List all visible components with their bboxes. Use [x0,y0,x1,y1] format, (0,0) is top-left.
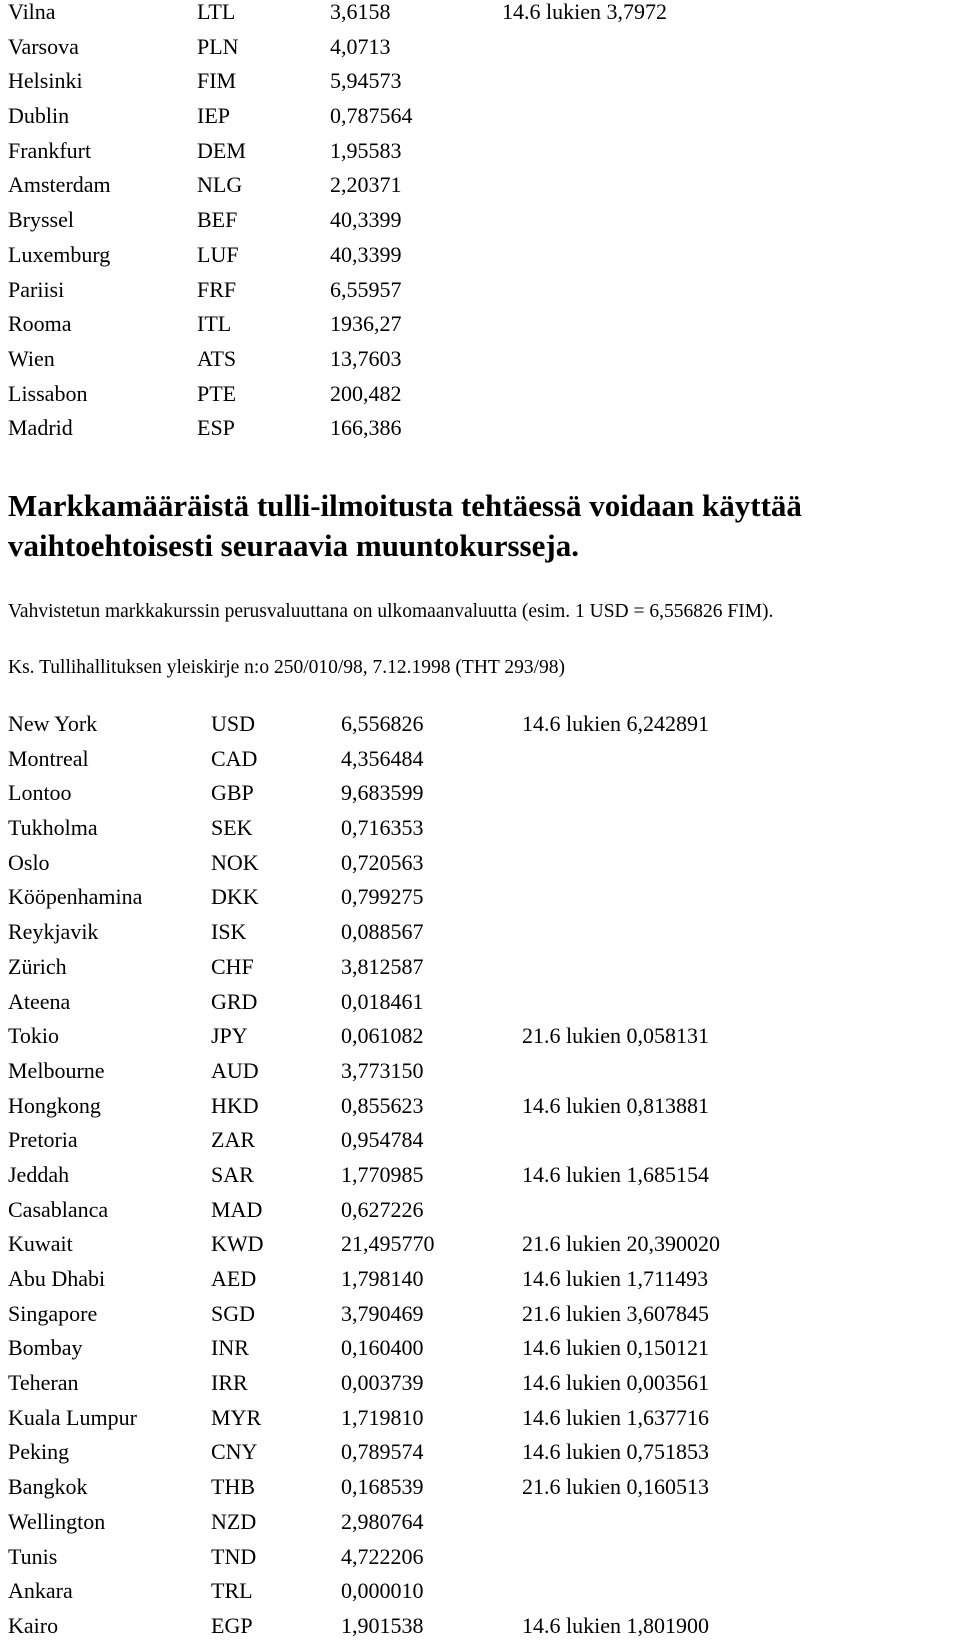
city-name: Varsova [8,33,79,59]
rate-row [0,851,960,886]
city-name: Pretoria [8,1127,78,1153]
exchange-rate: 40,3399 [330,241,402,267]
rate-row [0,1302,960,1337]
currency-code: SGD [211,1300,256,1326]
rate-change-note: 14.6 lukien 0,813881 [522,1092,709,1118]
rate-row [0,104,960,139]
currency-code: ATS [197,345,237,371]
rate-row [0,712,960,747]
rate-change-note: 14.6 lukien 1,711493 [522,1266,709,1291]
rate-row [0,35,960,70]
exchange-rate: 3,790469 [341,1300,424,1326]
exchange-rate: 1,719810 [341,1404,424,1430]
rate-row [0,955,960,990]
city-name: Wien [8,345,55,371]
currency-code: KWD [211,1231,264,1257]
currency-code: DEM [197,137,246,163]
city-name: Tunis [8,1543,58,1569]
exchange-rate: 13,7603 [330,345,402,371]
city-name: Casablanca [8,1196,109,1222]
currency-code: LUF [197,241,239,267]
markka-rate-table [0,712,960,1649]
currency-code: MYR [211,1404,262,1430]
rate-row [0,243,960,278]
city-name: Bryssel [8,207,74,233]
city-name: Singapore [8,1300,98,1326]
rate-row [0,747,960,782]
currency-code: JPY [211,1023,248,1049]
exchange-rate: 3,812587 [341,953,424,979]
exchange-rate: 0,018461 [341,988,424,1014]
currency-code: SEK [211,815,253,841]
currency-code: HKD [211,1092,259,1118]
circular-reference-note: Ks. Tullihallituksen yleiskirje n:o 250/010/98, 7.12.1998 (THT 293/98) [8,657,566,678]
exchange-rate: 1,901538 [341,1612,424,1638]
city-name: Kuwait [8,1231,73,1257]
city-name: New York [8,711,98,736]
rate-row [0,1232,960,1267]
rate-row [0,1371,960,1406]
currency-code: PTE [197,380,237,406]
rate-row [0,1510,960,1545]
rate-row [0,1024,960,1059]
exchange-rate: 4,722206 [341,1543,424,1569]
exchange-rate: 0,088567 [341,919,424,945]
currency-code: GRD [211,988,258,1014]
city-name: Hongkong [8,1092,101,1118]
exchange-rate: 40,3399 [330,207,402,233]
currency-code: AED [211,1266,257,1291]
currency-code: LTL [197,0,236,24]
rate-row [0,1267,960,1302]
city-name: Amsterdam [8,172,111,198]
rate-row [0,1545,960,1580]
city-name: Madrid [8,415,73,441]
city-name: Abu Dhabi [8,1266,106,1291]
rate-row [0,1406,960,1441]
exchange-rate: 0,003739 [341,1370,424,1396]
exchange-rate: 0,720563 [341,849,424,875]
currency-code: FIM [197,68,237,94]
exchange-rate: 2,20371 [330,172,402,198]
rate-row [0,139,960,174]
city-name: Bombay [8,1335,83,1361]
currency-code: BEF [197,207,238,233]
exchange-rate: 0,799275 [341,884,424,910]
currency-code: ISK [211,919,247,945]
city-name: Bangkok [8,1474,88,1500]
city-name: Kairo [8,1612,59,1638]
rate-row [0,1475,960,1510]
rate-row [0,347,960,382]
currency-code: ESP [197,415,235,441]
exchange-rate: 0,716353 [341,815,424,841]
currency-code: ZAR [211,1127,255,1153]
rate-row [0,816,960,851]
city-name: Oslo [8,849,50,875]
exchange-rate: 1,770985 [341,1161,424,1187]
rate-change-note: 14.6 lukien 0,150121 [522,1335,709,1361]
exchange-rate: 21,495770 [341,1231,435,1257]
exchange-rate: 4,356484 [341,745,424,771]
city-name: Kuala Lumpur [8,1404,137,1430]
city-name: Melbourne [8,1057,105,1083]
rate-row [0,1128,960,1163]
currency-code: AUD [211,1057,259,1083]
city-name: Montreal [8,745,89,771]
rate-row [0,312,960,347]
currency-code: GBP [211,780,254,806]
city-name: Ankara [8,1578,73,1604]
currency-code: TND [211,1543,257,1569]
exchange-rate: 0,789574 [341,1439,424,1465]
exchange-rate: 166,386 [330,415,402,441]
city-name: Pariisi [8,276,65,302]
city-name: Helsinki [8,68,83,94]
currency-code: CAD [211,745,258,771]
rate-change-note: 21.6 lukien 0,058131 [522,1023,709,1049]
currency-code: FRF [197,276,237,302]
rate-row [0,1440,960,1475]
rate-row [0,1094,960,1129]
rate-change-note: 21.6 lukien 3,607845 [522,1300,709,1326]
exchange-rate: 9,683599 [341,780,424,806]
city-name: Lontoo [8,780,72,806]
rate-change-note: 14.6 lukien 1,685154 [522,1161,709,1187]
rate-change-note: 14.6 lukien 6,242891 [522,711,709,736]
rate-row [0,208,960,243]
exchange-rate: 2,980764 [341,1508,424,1534]
currency-code: EGP [211,1612,253,1638]
exchange-rate: 1,798140 [341,1266,424,1291]
rate-row [0,1579,960,1614]
rate-change-note: 14.6 lukien 0,003561 [522,1370,709,1396]
rate-change-note: 21.6 lukien 0,160513 [522,1474,709,1500]
currency-code: IEP [197,103,230,129]
currency-code: NZD [211,1508,257,1534]
city-name: Ateena [8,988,71,1014]
currency-code: NOK [211,849,259,875]
currency-code: NLG [197,172,243,198]
city-name: Tukholma [8,815,98,841]
rate-row [0,416,960,451]
rate-row [0,1198,960,1233]
rate-change-note: 14.6 lukien 1,637716 [522,1404,709,1430]
currency-code: CHF [211,953,254,979]
rate-row [0,990,960,1025]
currency-code: IRR [211,1370,248,1396]
city-name: Kööpenhamina [8,884,143,910]
currency-code: USD [211,711,256,736]
exchange-rate: 3,6158 [330,0,391,24]
exchange-rate: 0,168539 [341,1474,424,1500]
exchange-rate: 3,773150 [341,1057,424,1083]
exchange-rate: 6,55957 [330,276,402,302]
euro-rate-table [0,0,960,451]
rate-row [0,1614,960,1649]
rate-change-note: 14.6 lukien 0,751853 [522,1439,709,1465]
city-name: Teheran [8,1370,79,1396]
city-name: Vilna [8,0,56,24]
rate-change-note: 21.6 lukien 20,390020 [522,1231,720,1257]
city-name: Dublin [8,103,70,129]
rate-row [0,278,960,313]
rate-row [0,382,960,417]
city-name: Rooma [8,311,72,337]
currency-code: INR [211,1335,249,1361]
currency-code: ITL [197,311,232,337]
city-name: Wellington [8,1508,106,1534]
city-name: Peking [8,1439,70,1465]
exchange-rate: 0,627226 [341,1196,424,1222]
city-name: Zürich [8,953,67,979]
exchange-rate: 0,061082 [341,1023,424,1049]
currency-code: MAD [211,1196,263,1222]
base-currency-note: Vahvistetun markkakurssin perusvaluuttana on ulkomaanvaluutta (esim. 1 USD = 6,556826 FIM). [8,601,774,622]
currency-code: THB [211,1474,255,1500]
rate-row [0,920,960,955]
exchange-rate: 1,95583 [330,137,402,163]
rate-row [0,1059,960,1094]
rate-row [0,69,960,104]
currency-code: DKK [211,884,259,910]
rate-row [0,0,960,35]
currency-code: CNY [211,1439,258,1465]
exchange-rate: 1936,27 [330,311,402,337]
exchange-rate: 4,0713 [330,33,391,59]
rate-change-note: 14.6 lukien 3,7972 [502,0,667,24]
rate-row [0,173,960,208]
currency-code: PLN [197,33,239,59]
exchange-rate: 0,160400 [341,1335,424,1361]
city-name: Reykjavik [8,919,99,945]
exchange-rate: 0,954784 [341,1127,424,1153]
city-name: Frankfurt [8,137,92,163]
currency-code: SAR [211,1161,254,1187]
city-name: Luxemburg [8,241,111,267]
exchange-rate: 200,482 [330,380,402,406]
exchange-rate: 0,000010 [341,1578,424,1604]
city-name: Tokio [8,1023,60,1049]
rate-row [0,1336,960,1371]
exchange-rate: 0,787564 [330,103,413,129]
exchange-rate: 6,556826 [341,711,424,736]
page-heading: Markkamääräistä tulli-ilmoitusta tehtäessä voidaan käyttää vaihtoehtoisesti seuraavia muuntokursseja. [8,488,802,563]
rate-row [0,781,960,816]
rate-row [0,885,960,920]
currency-code: TRL [211,1578,253,1604]
exchange-rate: 5,94573 [330,68,402,94]
rate-change-note: 14.6 lukien 1,801900 [522,1612,709,1638]
rate-row [0,1163,960,1198]
city-name: Lissabon [8,380,88,406]
exchange-rate: 0,855623 [341,1092,424,1118]
city-name: Jeddah [8,1161,70,1187]
